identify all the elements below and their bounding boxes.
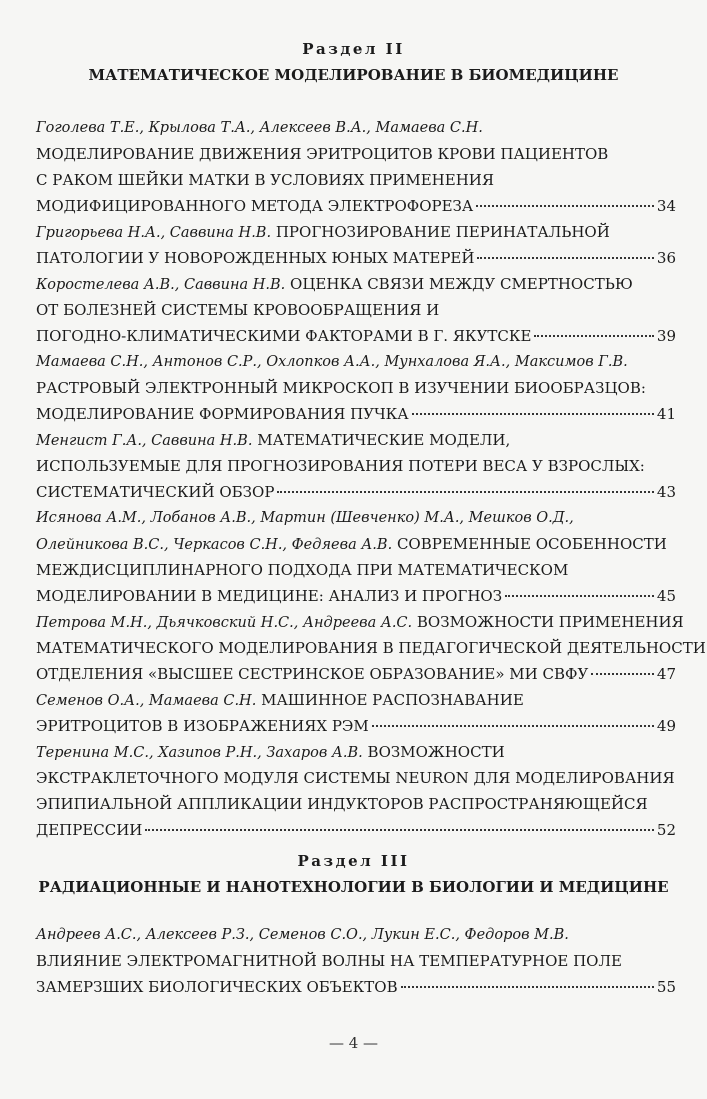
page-number: — 4 — bbox=[328, 1034, 379, 1052]
section-3-title: РАДИАЦИОННЫЕ И НАНОТЕХНОЛОГИИ В БИОЛОГИИ И МЕДИЦИНЕ bbox=[38, 878, 669, 896]
entry-title: МОДЕЛИРОВАНИЕ ДВИЖЕНИЯ ЭРИТРОЦИТОВ КРОВИ ПАЦИЕНТОВ bbox=[36, 145, 609, 163]
toc-entry-line bbox=[36, 583, 676, 609]
entry-page-number: 39 bbox=[656, 327, 676, 345]
toc-entry bbox=[36, 609, 706, 687]
toc-entry-line bbox=[36, 323, 676, 349]
toc-entry-line bbox=[36, 193, 676, 219]
entry-title: МОДЕЛИРОВАНИИ В МЕДИЦИНЕ: АНАЛИЗ И ПРОГНОЗ bbox=[36, 587, 503, 605]
entry-title: ПРОГНОЗИРОВАНИЕ ПЕРИНАТАЛЬНОЙ bbox=[271, 223, 610, 241]
entry-page-number: 52 bbox=[656, 821, 676, 839]
toc-entry-line bbox=[36, 505, 676, 531]
entry-title: ЭПИПИАЛЬНОЙ АППЛИКАЦИИ ИНДУКТОРОВ РАСПРОСТРАНЯЮЩЕЙСЯ bbox=[36, 795, 648, 813]
entry-authors: Мамаева С.Н., Антонов С.Р., Охлопков А.А., Мунхалова Я.А., Максимов Г.В. bbox=[36, 354, 628, 370]
entry-authors: Коростелева А.В., Саввина Н.В. bbox=[36, 277, 286, 293]
entry-title: ЗАМЕРЗШИХ БИОЛОГИЧЕСКИХ ОБЪЕКТОВ bbox=[36, 978, 398, 996]
toc-entry bbox=[36, 349, 676, 427]
entry-title: МАТЕМАТИЧЕСКИЕ МОДЕЛИ, bbox=[252, 431, 511, 449]
toc-entry bbox=[36, 427, 676, 505]
entry-title: ВОЗМОЖНОСТИ ПРИМЕНЕНИЯ bbox=[412, 613, 684, 631]
section-2-title: МАТЕМАТИЧЕСКОЕ МОДЕЛИРОВАНИЕ В БИОМЕДИЦИНЕ bbox=[88, 66, 619, 84]
entry-title: РАСТРОВЫЙ ЭЛЕКТРОННЫЙ МИКРОСКОП В ИЗУЧЕНИИ БИООБРАЗЦОВ: bbox=[36, 379, 646, 397]
toc-entry-line bbox=[36, 661, 676, 687]
toc-entry bbox=[36, 687, 676, 739]
entry-title: ИСПОЛЬЗУЕМЫЕ ДЛЯ ПРОГНОЗИРОВАНИЯ ПОТЕРИ ВЕСА У ВЗРОСЛЫХ: bbox=[36, 457, 645, 475]
toc-entry-line bbox=[36, 739, 676, 765]
toc-entry-line bbox=[36, 375, 676, 401]
entry-title: ПОГОДНО-КЛИМАТИЧЕСКИМИ ФАКТОРАМИ В Г. ЯКУТСКЕ bbox=[36, 327, 532, 345]
entry-title: СИСТЕМАТИЧЕСКИЙ ОБЗОР bbox=[36, 483, 275, 501]
entry-page-number: 45 bbox=[656, 587, 676, 605]
entry-title: ЭКСТРАКЛЕТОЧНОГО МОДУЛЯ СИСТЕМЫ NEURON ДЛЯ МОДЕЛИРОВАНИЯ bbox=[36, 769, 675, 787]
toc-entry-line bbox=[36, 167, 676, 193]
toc-entry-line bbox=[36, 401, 676, 427]
leader-dots bbox=[145, 828, 654, 831]
toc-entry-line bbox=[36, 115, 676, 141]
toc-entry bbox=[36, 922, 676, 1000]
toc-entry-line bbox=[36, 531, 676, 557]
toc-entry-line bbox=[36, 922, 676, 948]
toc-entry bbox=[36, 219, 676, 271]
toc-entry-line bbox=[36, 817, 676, 843]
toc-entry-line bbox=[36, 219, 676, 245]
toc-entry-line bbox=[36, 427, 676, 453]
toc-entry-line bbox=[36, 948, 676, 974]
section-3-label: Раздел III bbox=[297, 852, 410, 870]
entry-title: ОЦЕНКА СВЯЗИ МЕЖДУ СМЕРТНОСТЬЮ bbox=[285, 275, 633, 293]
toc-entry bbox=[36, 271, 676, 349]
toc-entry-line bbox=[36, 245, 676, 271]
entry-page-number: 43 bbox=[656, 483, 676, 501]
entry-title: ЭРИТРОЦИТОВ В ИЗОБРАЖЕНИЯХ РЭМ bbox=[36, 717, 369, 735]
entry-page-number: 41 bbox=[656, 405, 676, 423]
entry-authors: Теренина М.С., Хазипов Р.Н., Захаров А.В. bbox=[36, 745, 363, 761]
toc-entry-line bbox=[36, 609, 684, 635]
entry-authors: Менгист Г.А., Саввина Н.В. bbox=[36, 433, 253, 449]
leader-dots bbox=[277, 490, 653, 493]
toc-entry-line bbox=[36, 713, 676, 739]
leader-dots bbox=[534, 334, 653, 337]
entry-page-number: 36 bbox=[656, 249, 676, 267]
entry-title: ОТДЕЛЕНИЯ «ВЫСШЕЕ СЕСТРИНСКОЕ ОБРАЗОВАНИЕ» МИ СВФУ bbox=[36, 665, 589, 683]
entry-title: МОДИФИЦИРОВАННОГО МЕТОДА ЭЛЕКТРОФОРЕЗА bbox=[36, 197, 474, 215]
leader-dots bbox=[401, 985, 654, 988]
entry-authors: Гоголева Т.Е., Крылова Т.А., Алексеев В.А., Мамаева С.Н. bbox=[36, 120, 483, 136]
toc-entry-line bbox=[36, 479, 676, 505]
toc-entry-line bbox=[36, 635, 706, 661]
entry-title: ВЛИЯНИЕ ЭЛЕКТРОМАГНИТНОЙ ВОЛНЫ НА ТЕМПЕРАТУРНОЕ ПОЛЕ bbox=[36, 952, 622, 970]
leader-dots bbox=[412, 412, 654, 415]
entry-authors: Семенов О.А., Мамаева С.Н. bbox=[36, 693, 257, 709]
leader-dots bbox=[476, 204, 654, 207]
toc-entry-line bbox=[36, 974, 676, 1000]
leader-dots bbox=[372, 724, 654, 727]
entry-title: ДЕПРЕССИИ bbox=[36, 821, 143, 839]
entry-page-number: 49 bbox=[656, 717, 676, 735]
entry-authors: Исянова А.М., Лобанов А.В., Мартин (Шевченко) М.А., Мешков О.Д., bbox=[36, 510, 574, 526]
entry-title: ОТ БОЛЕЗНЕЙ СИСТЕМЫ КРОВООБРАЩЕНИЯ И bbox=[36, 301, 440, 319]
toc-entry-line bbox=[36, 765, 676, 791]
toc-entry-line bbox=[36, 141, 676, 167]
toc-entry-line bbox=[36, 297, 676, 323]
entry-page-number: 34 bbox=[656, 197, 676, 215]
toc-entry-line bbox=[36, 791, 676, 817]
entry-title: СОВРЕМЕННЫЕ ОСОБЕННОСТИ bbox=[392, 535, 667, 553]
entry-authors: Григорьева Н.А., Саввина Н.В. bbox=[36, 225, 272, 241]
entry-authors: Петрова М.Н., Дьячковский Н.С., Андреева А.С. bbox=[36, 615, 413, 631]
entry-title: МАТЕМАТИЧЕСКОГО МОДЕЛИРОВАНИЯ В ПЕДАГОГИЧЕСКОЙ ДЕЯТЕЛЬНОСТИ bbox=[36, 639, 706, 657]
leader-dots bbox=[477, 256, 653, 259]
toc-entry-line bbox=[36, 557, 676, 583]
entry-page-number: 47 bbox=[656, 665, 676, 683]
toc-entry bbox=[36, 739, 676, 843]
leader-dots bbox=[505, 594, 654, 597]
entry-authors: Андреев А.С., Алексеев Р.З., Семенов С.О., Лукин Е.С., Федоров М.В. bbox=[36, 927, 569, 943]
entry-authors: Олейникова В.С., Черкасов С.Н., Федяева А.В. bbox=[36, 537, 393, 553]
leader-dots bbox=[591, 672, 654, 675]
entry-title: ВОЗМОЖНОСТИ bbox=[362, 743, 505, 761]
entry-title: ПАТОЛОГИИ У НОВОРОЖДЕННЫХ ЮНЫХ МАТЕРЕЙ bbox=[36, 249, 475, 267]
toc-entry-line bbox=[36, 349, 676, 375]
toc-entry-line bbox=[36, 271, 676, 297]
entry-page-number: 55 bbox=[656, 978, 676, 996]
toc-entry bbox=[36, 505, 676, 609]
entry-title: МОДЕЛИРОВАНИЕ ФОРМИРОВАНИЯ ПУЧКА bbox=[36, 405, 409, 423]
toc-entry-line bbox=[36, 453, 676, 479]
section-2-label: Раздел II bbox=[302, 40, 405, 58]
toc-entry bbox=[36, 115, 676, 219]
entry-title: МЕЖДИСЦИПЛИНАРНОГО ПОДХОДА ПРИ МАТЕМАТИЧЕСКОМ bbox=[36, 561, 569, 579]
entry-title: С РАКОМ ШЕЙКИ МАТКИ В УСЛОВИЯХ ПРИМЕНЕНИЯ bbox=[36, 171, 494, 189]
toc-entry-line bbox=[36, 687, 676, 713]
entry-title: МАШИННОЕ РАСПОЗНАВАНИЕ bbox=[256, 691, 524, 709]
